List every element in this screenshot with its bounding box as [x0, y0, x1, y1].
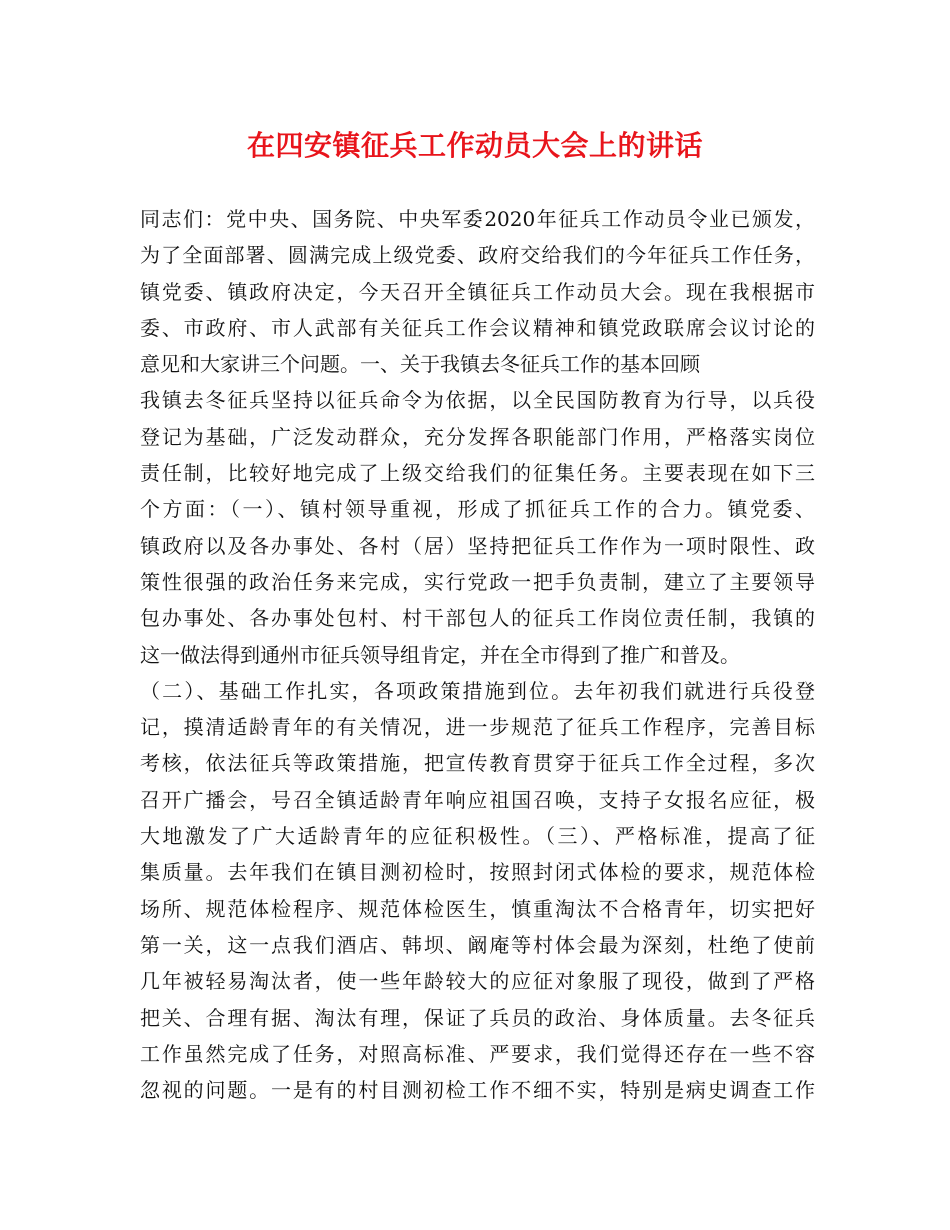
text-line: 集质量。去年我们在镇目测初检时，按照封闭式体检的要求，规范体检	[140, 860, 815, 885]
text-line: 工作虽然完成了任务，对照高标准、严要求，我们觉得还存在一些不容	[140, 1041, 815, 1066]
text-line: 同志们：党中央、国务院、中央军委2020年征兵工作动员令业已颁发，	[140, 207, 815, 231]
text-line: 我镇去冬征兵坚持以征兵命令为依据，以全民国防教育为行导，以兵役	[140, 388, 815, 413]
text-line: 场所、规范体检程序、规范体检医生，慎重淘汰不合格青年，切实把好	[140, 896, 815, 921]
text-line: 召开广播会，号召全镇适龄青年响应祖国召唤，支持子女报名应征，极	[140, 787, 815, 812]
text-line: 这一做法得到通州市征兵领导组肯定，并在全市得到了推广和普及。	[140, 642, 740, 667]
text-line: 策性很强的政治任务来完成，实行党政一把手负责制，建立了主要领导	[140, 569, 815, 594]
text-line: 忽视的问题。一是有的村目测初检工作不细不实，特别是病史调查工作	[140, 1078, 815, 1103]
text-line: 包办事处、各办事处包村、村干部包人的征兵工作岗位责任制，我镇的	[140, 606, 815, 631]
text-line: 记，摸清适龄青年的有关情况，进一步规范了征兵工作程序，完善目标	[140, 715, 815, 740]
text-line: 大地激发了广大适龄青年的应征积极性。（三）、严格标准，提高了征	[140, 824, 815, 849]
text-line: 几年被轻易淘汰者，使一些年龄较大的应征对象服了现役，做到了严格	[140, 969, 815, 994]
text-line: 把关、合理有据、淘汰有理，保证了兵员的政治、身体质量。去冬征兵	[140, 1005, 815, 1030]
text-line: 镇政府以及各办事处、各村（居）坚持把征兵工作作为一项时限性、政	[140, 533, 815, 558]
text-line: 个方面：（一）、镇村领导重视，形成了抓征兵工作的合力。镇党委、	[140, 497, 815, 522]
text-line: 镇党委、镇政府决定，今天召开全镇征兵工作动员大会。现在我根据市	[140, 279, 815, 304]
text-line: 责任制，比较好地完成了上级交给我们的征集任务。主要表现在如下三	[140, 461, 815, 486]
document-title: 在四安镇征兵工作动员大会上的讲话	[246, 129, 703, 162]
text-line: 意见和大家讲三个问题。一、关于我镇去冬征兵工作的基本回顾	[140, 352, 700, 377]
text-line: 为了全面部署、圆满完成上级党委、政府交给我们的今年征兵工作任务，	[140, 243, 815, 268]
text-line: 委、市政府、市人武部有关征兵工作会议精神和镇党政联席会议讨论的	[140, 315, 815, 340]
document-body	[140, 201, 815, 1108]
text-line: 登记为基础，广泛发动群众，充分发挥各职能部门作用，严格落实岗位	[140, 424, 815, 449]
text-line: 考核，依法征兵等政策措施，把宣传教育贯穿于征兵工作全过程，多次	[140, 751, 815, 776]
text-line: 第一关，这一点我们酒店、韩坝、阚庵等村体会最为深刻，杜绝了使前	[140, 932, 815, 957]
text-line: （二）、基础工作扎实，各项政策措施到位。去年初我们就进行兵役登	[140, 678, 815, 703]
